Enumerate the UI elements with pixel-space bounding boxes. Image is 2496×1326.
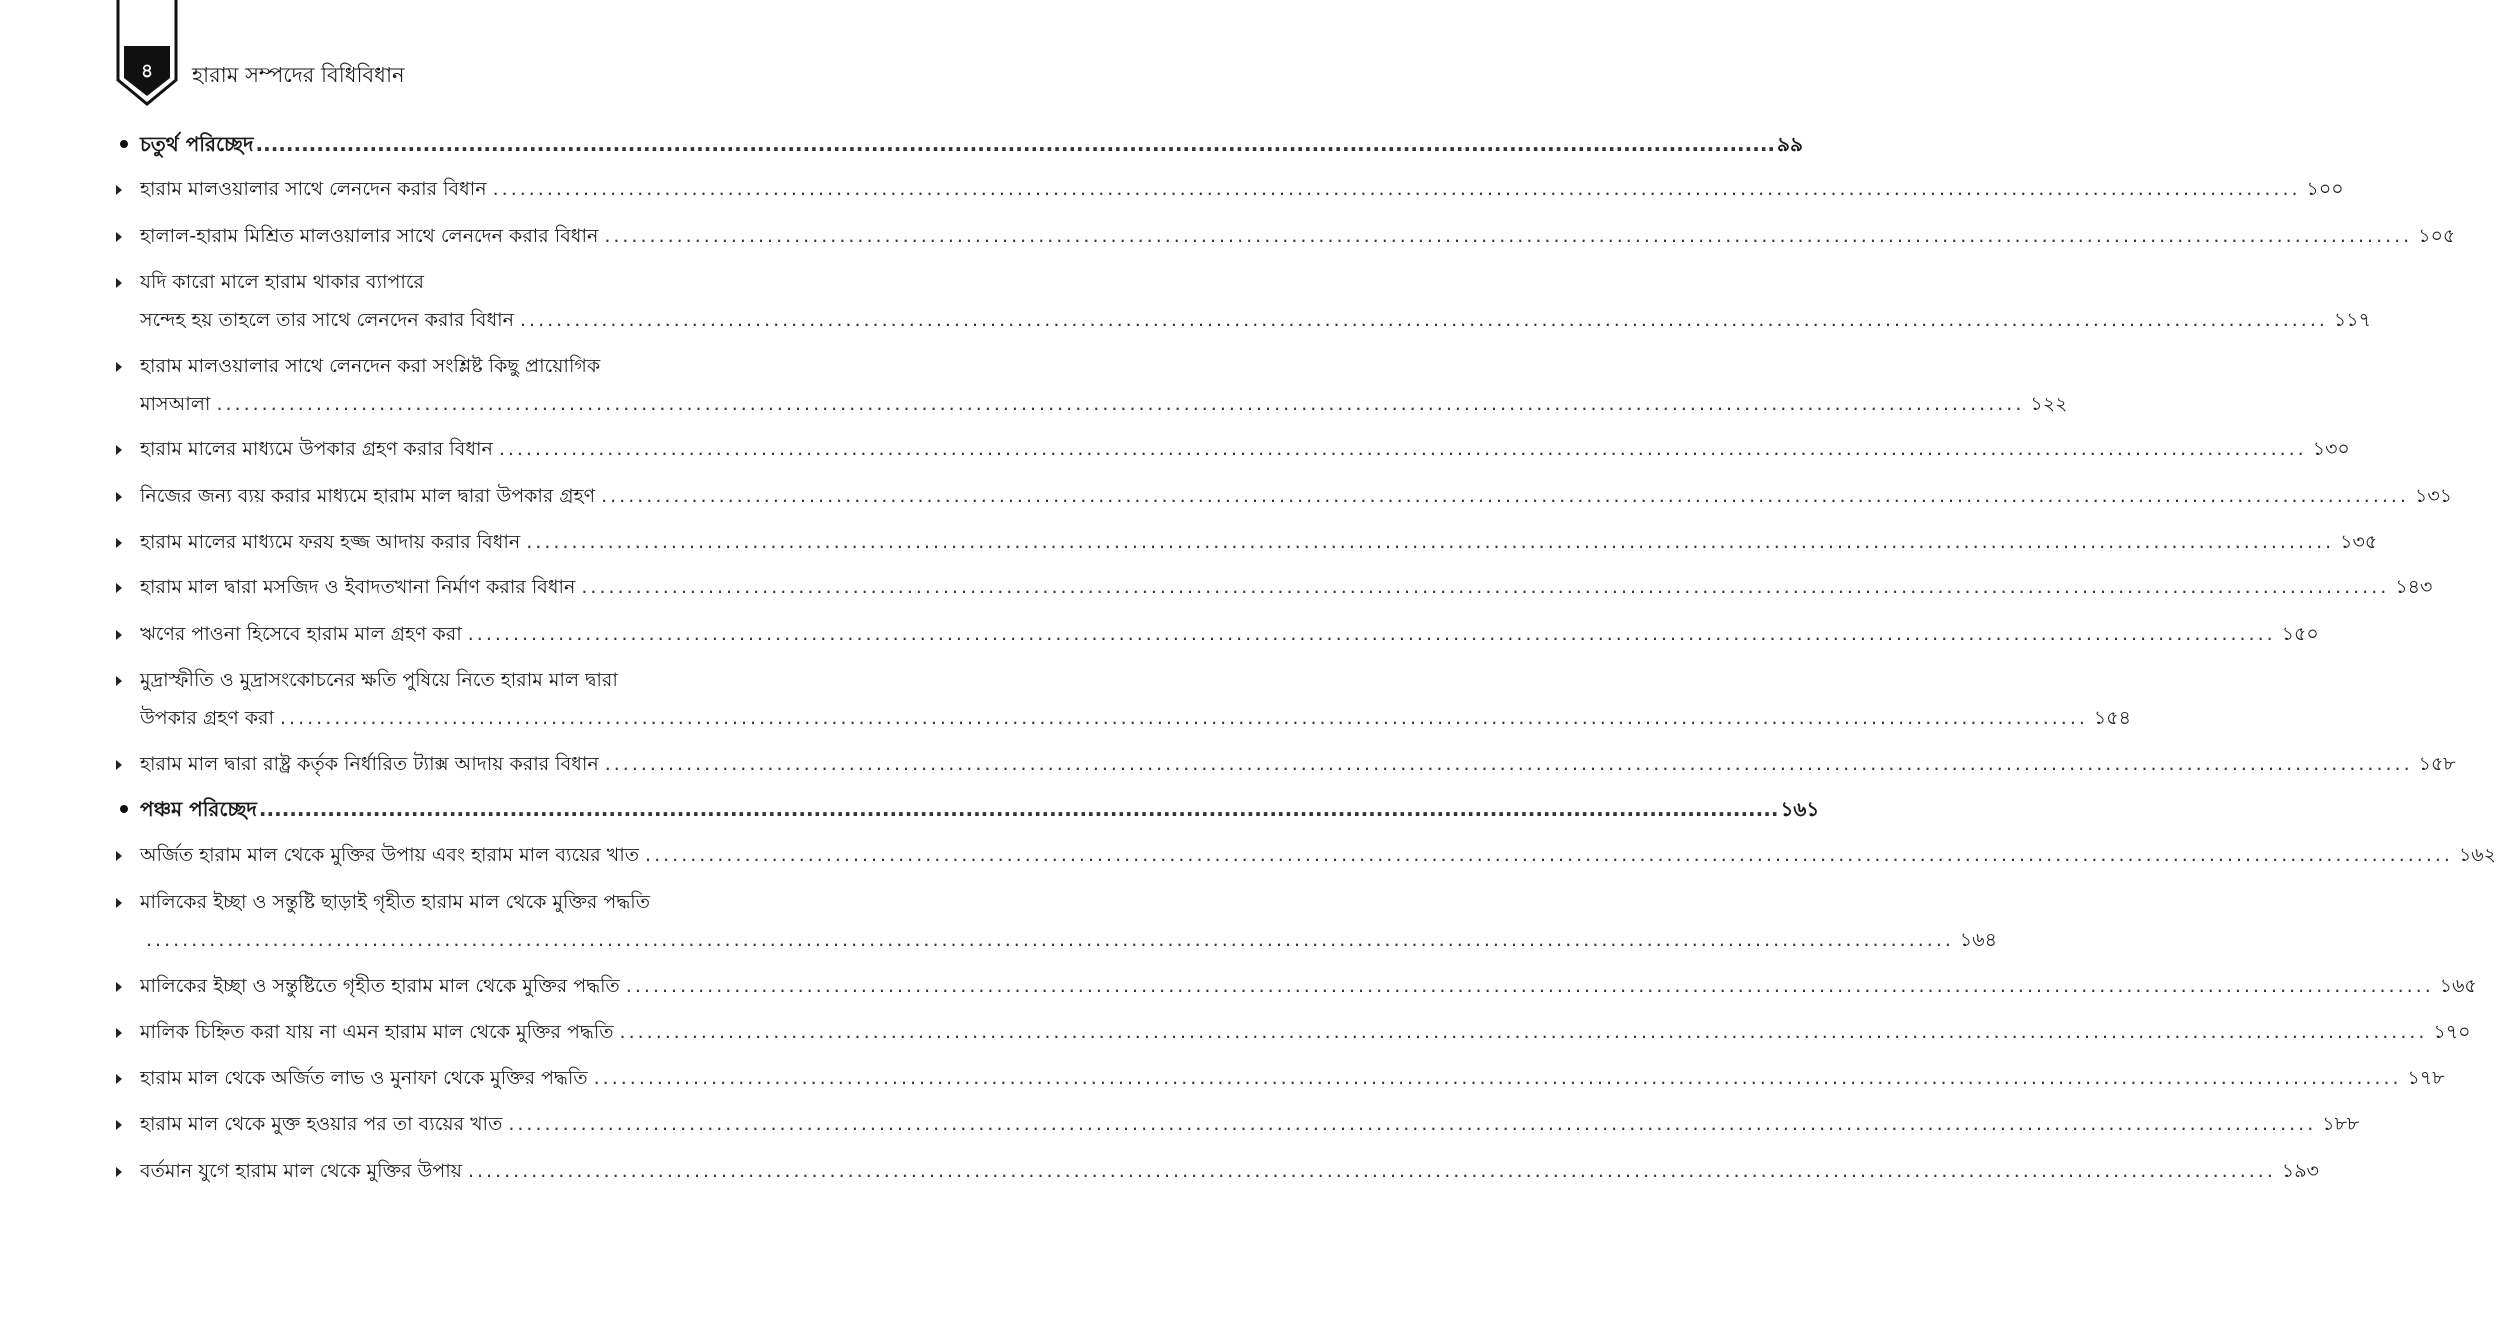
toc-entry-title: হারাম মালের মাধ্যমে ফরয হজ্জ আদায় করার বিধান — [140, 531, 521, 553]
dot-leader: ........................................................................................................................................................................................................ — [645, 844, 2453, 866]
toc-entry-title: মুদ্রাস্ফীতি ও মুদ্রাসংকোচনের ক্ষতি পুষিয়ে নিতে হারাম মাল দ্বারা — [140, 669, 618, 691]
dot-leader: ........................................................................................................................................................................................................ — [258, 797, 1779, 821]
toc-entry-title: হারাম মালের মাধ্যমে উপকার গ্রহণ করার বিধান — [140, 438, 493, 460]
triangle-bullet-icon — [116, 185, 122, 195]
bullet-icon — [120, 140, 128, 148]
dot-leader: ........................................................................................................................................................................................................ — [619, 1021, 2428, 1043]
toc-page-number: ১৬১ — [1780, 797, 1820, 821]
toc-page-number: ১৬৪ — [1959, 929, 1997, 951]
toc-entry-title: পঞ্চম পরিচ্ছেদ — [140, 797, 257, 821]
toc-entry-title: হালাল-হারাম মিশ্রিত মালওয়ালার সাথে লেনদেন করার বিধান — [140, 225, 599, 247]
toc-page-number: ১৩০ — [2312, 438, 2350, 460]
toc-page-number: ১৬২ — [2458, 844, 2496, 866]
triangle-bullet-icon — [116, 630, 122, 640]
toc-entry — [140, 748, 2456, 786]
toc-entry-title: হারাম মালওয়ালার সাথে লেনদেন করা সংশ্লিষ্ট কিছু প্রায়োগিক — [140, 355, 601, 377]
toc-page-number: ১১৭ — [2333, 309, 2371, 331]
toc-entry — [140, 350, 2068, 426]
toc-entry-title: হারাম মালওয়ালার সাথে লেনদেন করার বিধান — [140, 178, 487, 200]
toc-entry-title: ঋণের পাওনা হিসেবে হারাম মাল গ্রহণ করা — [140, 623, 462, 645]
running-title: হারাম সম্পদের বিধিবিধান — [192, 63, 405, 87]
toc-entry-title: যদি কারো মালে হারাম থাকার ব্যাপারে — [140, 271, 424, 293]
toc-entry — [140, 571, 2433, 609]
toc-entry — [140, 1062, 2445, 1100]
page-number-tab — [116, 0, 178, 106]
toc-chapter — [140, 793, 1820, 831]
triangle-bullet-icon — [116, 760, 122, 770]
toc-entry-title: হারাম মাল দ্বারা রাষ্ট্র কর্তৃক নির্ধারিত ট্যাক্স আদায় করার বিধান — [140, 753, 599, 775]
toc-entry — [140, 220, 2456, 258]
dot-leader: ........................................................................................................................................................................................................ — [508, 1113, 2317, 1135]
toc-page-number: ১৭৮ — [2407, 1067, 2445, 1089]
toc-page-number: ৯৯ — [1777, 132, 1803, 156]
toc-entry — [140, 173, 2344, 211]
dot-leader: ........................................................................................................................................................................................................ — [280, 707, 2088, 729]
toc-page-number: ১৪৩ — [2395, 576, 2433, 598]
triangle-bullet-icon — [116, 676, 122, 686]
toc-entry-title: বর্তমান যুগে হারাম মাল থেকে মুক্তির উপায় — [140, 1160, 462, 1182]
toc-entry — [140, 1108, 2360, 1146]
toc-entry — [140, 618, 2319, 656]
dot-leader: ........................................................................................................................................................................................................ — [604, 753, 2413, 775]
toc-page-number: ১২২ — [2030, 393, 2068, 415]
dot-leader: ........................................................................................................................................................................................................ — [593, 1067, 2402, 1089]
toc-entry-title: হারাম মাল দ্বারা মসজিদ ও ইবাদতখানা নির্মাণ করার বিধান — [140, 576, 576, 598]
dot-leader: ........................................................................................................................................................................................................ — [601, 485, 2410, 507]
dot-leader: ........................................................................................................................................................................................................ — [625, 975, 2434, 997]
triangle-bullet-icon — [116, 583, 122, 593]
toc-entry — [140, 970, 2477, 1008]
triangle-bullet-icon — [116, 982, 122, 992]
toc-entry-title: অর্জিত হারাম মাল থেকে মুক্তির উপায় এবং হারাম মাল ব্যয়ের খাত — [140, 844, 640, 866]
toc-entry-title: মাসআলা — [140, 393, 211, 415]
triangle-bullet-icon — [116, 1028, 122, 1038]
toc-entry-title: চতুর্থ পরিচ্ছেদ — [140, 132, 254, 156]
triangle-bullet-icon — [116, 445, 122, 455]
dot-leader: ........................................................................................................................................................................................................ — [216, 393, 2025, 415]
dot-leader: ........................................................................................................................................................................................................ — [604, 225, 2413, 247]
dot-leader: ........................................................................................................................................................................................................ — [526, 531, 2335, 553]
toc-entry-title: হারাম মাল থেকে মুক্ত হওয়ার পর তা ব্যয়ের খাত — [140, 1113, 503, 1135]
toc-page-number: ১৫০ — [2281, 623, 2319, 645]
triangle-bullet-icon — [116, 898, 122, 908]
toc-entry — [140, 266, 2371, 342]
toc-page-number: ১৭০ — [2433, 1021, 2471, 1043]
toc-entry — [140, 1016, 2471, 1054]
toc-page-number: ১৯৩ — [2281, 1160, 2319, 1182]
dot-leader: ........................................................................................................................................................................................................ — [467, 1160, 2276, 1182]
dot-leader: ........................................................................................................................................................................................................ — [520, 309, 2328, 331]
toc-page-number: ১৩৫ — [2340, 531, 2378, 553]
toc-entry — [140, 839, 2496, 877]
toc-entry — [140, 480, 2453, 518]
toc-page-number: ১৩১ — [2415, 485, 2453, 507]
triangle-bullet-icon — [116, 1167, 122, 1177]
toc-page-number: ১৮৮ — [2322, 1113, 2360, 1135]
toc-entry-title: উপকার গ্রহণ করা — [140, 707, 274, 729]
triangle-bullet-icon — [116, 1074, 122, 1084]
triangle-bullet-icon — [116, 492, 122, 502]
triangle-bullet-icon — [116, 232, 122, 242]
dot-leader: ........................................................................................................................................................................................................ — [467, 623, 2276, 645]
page-number: ৪ — [140, 60, 154, 82]
toc-entry-title: মালিক চিহ্নিত করা যায় না এমন হারাম মাল থেকে মুক্তির পদ্ধতি — [140, 1021, 614, 1043]
toc-page-number: ১৬৫ — [2439, 975, 2477, 997]
triangle-bullet-icon — [116, 362, 122, 372]
toc-entry — [140, 664, 2131, 740]
toc-entry-title: মালিকের ইচ্ছা ও সন্তুষ্টিতে গৃহীত হারাম মাল থেকে মুক্তির পদ্ধতি — [140, 975, 620, 997]
toc-chapter — [140, 128, 1803, 166]
toc-page-number: ১০০ — [2306, 178, 2344, 200]
toc-entry-title: নিজের জন্য ব্যয় করার মাধ্যমে হারাম মাল দ্বারা উপকার গ্রহণ — [140, 485, 596, 507]
toc-entry-title: মালিকের ইচ্ছা ও সন্তুষ্টি ছাড়াই গৃহীত হারাম মাল থেকে মুক্তির পদ্ধতি — [140, 891, 650, 913]
dot-leader: ........................................................................................................................................................................................................ — [492, 178, 2301, 200]
toc-entry — [140, 1155, 2319, 1193]
dot-leader: ........................................................................................................................................................................................................ — [146, 929, 1954, 951]
toc-entry — [140, 886, 1997, 962]
toc-entry — [140, 433, 2350, 471]
toc-entry-title: সন্দেহ হয় তাহলে তার সাথে লেনদেন করার বিধান — [140, 309, 514, 331]
dot-leader: ........................................................................................................................................................................................................ — [255, 132, 1776, 156]
toc-page-number: ১৫৮ — [2418, 753, 2456, 775]
toc-page-number: ১৫৪ — [2093, 707, 2131, 729]
triangle-bullet-icon — [116, 851, 122, 861]
dot-leader: ........................................................................................................................................................................................................ — [498, 438, 2307, 460]
bullet-icon — [120, 805, 128, 813]
dot-leader: ........................................................................................................................................................................................................ — [581, 576, 2390, 598]
toc-entry — [140, 526, 2378, 564]
toc-entry-title: হারাম মাল থেকে অর্জিত লাভ ও মুনাফা থেকে মুক্তির পদ্ধতি — [140, 1067, 588, 1089]
toc-page-number: ১০৫ — [2418, 225, 2456, 247]
triangle-bullet-icon — [116, 1120, 122, 1130]
triangle-bullet-icon — [116, 278, 122, 288]
triangle-bullet-icon — [116, 538, 122, 548]
